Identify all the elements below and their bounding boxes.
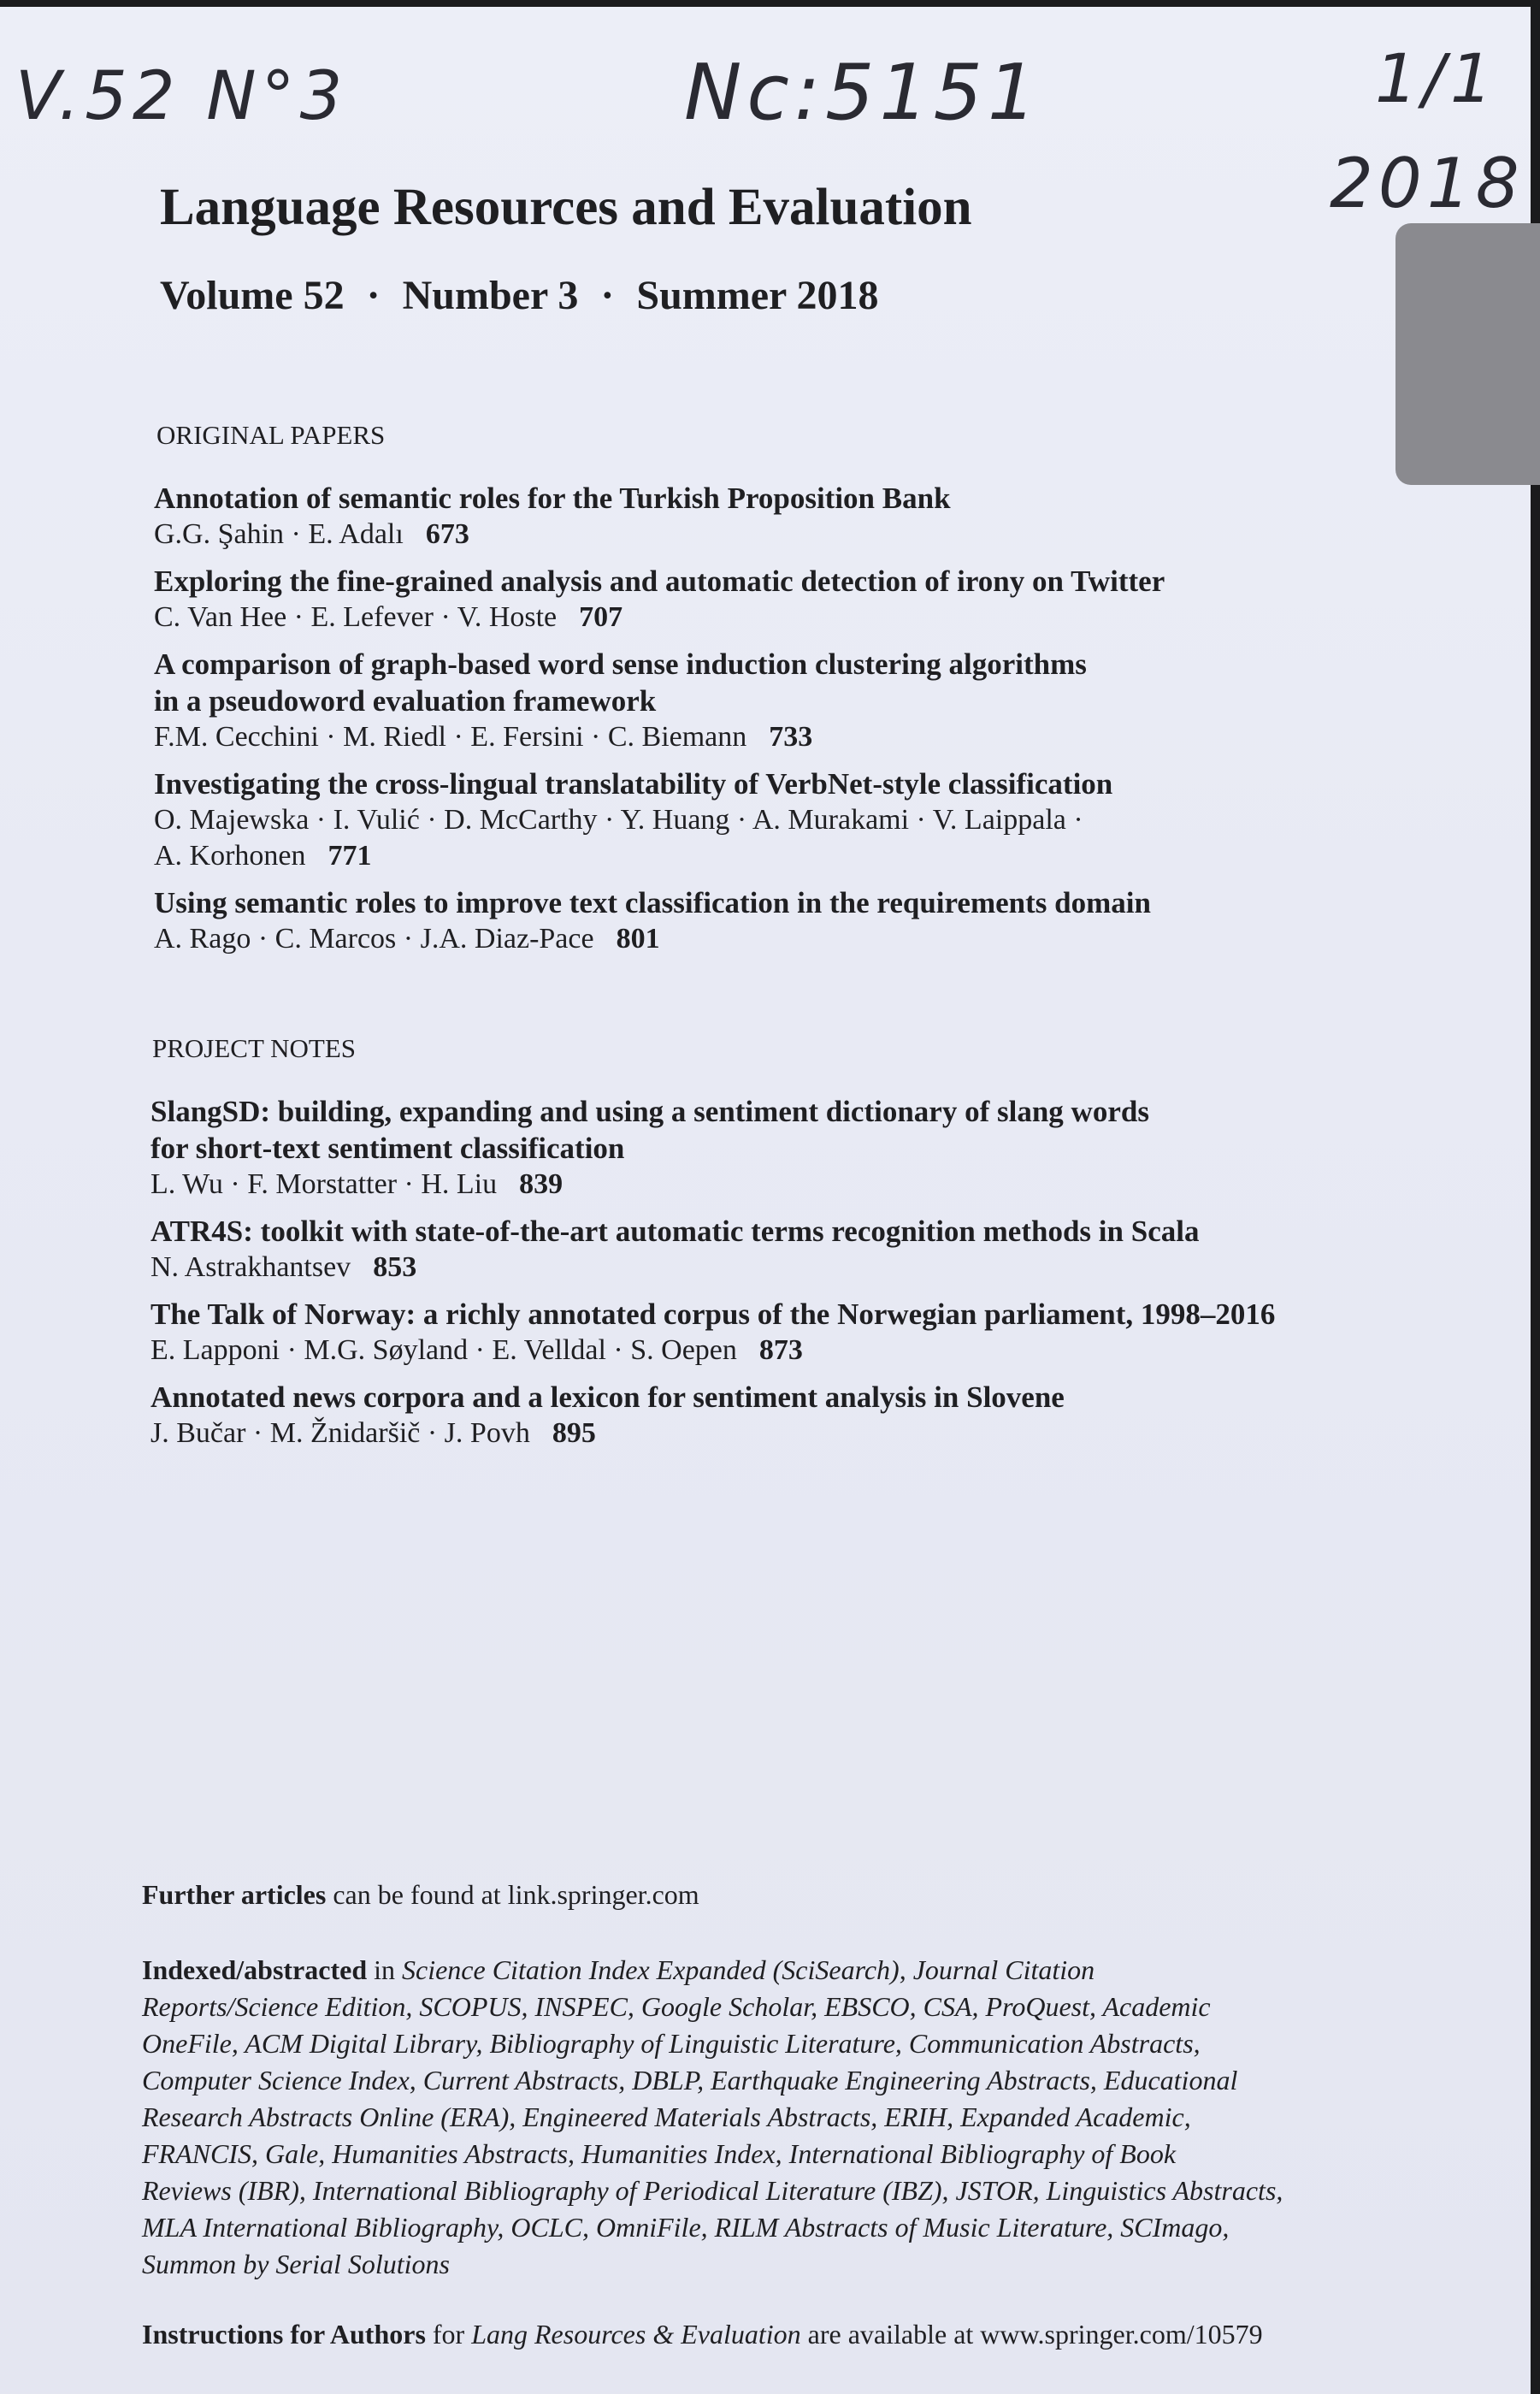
indexed-services-line: Computer Science Index, Current Abstracts, DBLP, Earthquake Engineering Abstracts, Educational bbox=[142, 2065, 1238, 2095]
article-title bbox=[154, 646, 1385, 719]
handwritten-nc-note: Nc:5151 bbox=[684, 48, 1042, 138]
article-title bbox=[154, 563, 1385, 600]
issue-line bbox=[160, 272, 879, 319]
indexed-services-line: Reports/Science Edition, SCOPUS, INSPEC, Google Scholar, EBSCO, CSA, ProQuest, Academic bbox=[142, 1991, 1211, 2022]
indexed-services-line: Reviews (IBR), International Bibliography of Periodical Literature (IBZ), JSTOR, Linguistics Abstracts, bbox=[142, 2175, 1283, 2206]
article-authors-line bbox=[154, 517, 1385, 553]
article-title-line: Annotated news corpora and a lexicon for sentiment analysis in Slovene bbox=[150, 1380, 1065, 1414]
article-entry bbox=[154, 765, 1385, 874]
instructions-journal-abbrev: Lang Resources & Evaluation bbox=[471, 2319, 801, 2350]
article-title-line: ATR4S: toolkit with state-of-the-art automatic terms recognition methods in Scala bbox=[150, 1215, 1200, 1248]
article-title bbox=[154, 480, 1385, 517]
article-authors bbox=[150, 1333, 1382, 1368]
article-title-line: The Talk of Norway: a richly annotated corpus of the Norwegian parliament, 1998–2016 bbox=[150, 1297, 1276, 1331]
article-authors-line bbox=[150, 1250, 1382, 1286]
project-notes-list bbox=[150, 1093, 1382, 1462]
article-title bbox=[150, 1093, 1382, 1167]
article-authors-line bbox=[150, 1167, 1382, 1203]
article-page-number: 673 bbox=[425, 518, 469, 550]
article-author-names: E. Lapponi · M.G. Søyland · E. Velldal · S. Oepen bbox=[150, 1334, 737, 1366]
article-author-names: L. Wu · F. Morstatter · H. Liu bbox=[150, 1168, 498, 1200]
article-authors-line bbox=[154, 600, 1385, 635]
article-title-line: for short-text sentiment classification bbox=[150, 1132, 625, 1165]
article-title-line: Investigating the cross-lingual translatability of VerbNet-style classification bbox=[154, 767, 1113, 801]
further-articles-note bbox=[142, 1877, 1407, 1913]
article-author-names: A. Rago · C. Marcos · J.A. Diaz-Pace bbox=[154, 923, 594, 955]
article-title-line: SlangSD: building, expanding and using a sentiment dictionary of slang words bbox=[150, 1095, 1149, 1128]
article-authors-line bbox=[154, 719, 1385, 755]
article-title bbox=[154, 884, 1385, 921]
journal-title: Language Resources and Evaluation bbox=[160, 179, 972, 236]
article-entry bbox=[154, 646, 1385, 755]
handwritten-year-note: 2018 bbox=[1330, 144, 1525, 223]
indexed-services-line: Research Abstracts Online (ERA), Engineered Materials Abstracts, ERIH, Expanded Academic, bbox=[142, 2101, 1191, 2132]
article-authors bbox=[154, 600, 1385, 635]
article-authors bbox=[154, 719, 1385, 755]
article-authors bbox=[154, 517, 1385, 553]
article-page-number: 707 bbox=[579, 601, 623, 633]
grey-tab-marker bbox=[1395, 223, 1540, 485]
journal-back-cover bbox=[0, 7, 1531, 2394]
article-page-number: 771 bbox=[327, 840, 372, 872]
indexed-services-list bbox=[142, 1954, 1407, 2283]
article-page-number: 839 bbox=[519, 1168, 563, 1200]
article-author-names: O. Majewska · I. Vulić · D. McCarthy · Y. Huang · A. Murakami · V. Laippala · bbox=[154, 804, 1083, 836]
article-page-number: 895 bbox=[552, 1417, 596, 1449]
instructions-for-word: for bbox=[432, 2319, 465, 2350]
section-heading-project-notes: PROJECT NOTES bbox=[152, 1033, 356, 1063]
article-authors-line bbox=[154, 802, 1385, 838]
issue-separator: · bbox=[600, 273, 615, 318]
handwritten-fraction-note: 1/1 bbox=[1375, 41, 1498, 118]
article-title bbox=[150, 1379, 1382, 1416]
original-papers-list bbox=[154, 480, 1385, 967]
indexed-services-line: MLA International Bibliography, OCLC, OmniFile, RILM Abstracts of Music Literature, SCImago, bbox=[142, 2212, 1230, 2243]
section-heading-original-papers: ORIGINAL PAPERS bbox=[156, 420, 386, 450]
article-authors-line bbox=[150, 1416, 1382, 1451]
article-authors bbox=[150, 1416, 1382, 1451]
article-authors bbox=[150, 1167, 1382, 1203]
article-entry bbox=[150, 1296, 1382, 1368]
article-page-number: 853 bbox=[373, 1251, 417, 1283]
instructions-url-text: are available at www.springer.com/10579 bbox=[807, 2319, 1263, 2350]
issue-number: Number 3 bbox=[402, 273, 579, 318]
indexed-abstracted-note bbox=[142, 1952, 1407, 2283]
article-title-line: in a pseudoword evaluation framework bbox=[154, 684, 657, 718]
indexed-services-line: FRANCIS, Gale, Humanities Abstracts, Humanities Index, International Bibliography of Book bbox=[142, 2138, 1177, 2169]
indexed-in-word: in bbox=[374, 1954, 395, 1985]
issue-volume: Volume 52 bbox=[160, 273, 345, 318]
article-title bbox=[150, 1213, 1382, 1250]
article-title-line: A comparison of graph-based word sense induction clustering algorithms bbox=[154, 647, 1087, 681]
instructions-label: Instructions for Authors bbox=[142, 2319, 426, 2350]
article-entry bbox=[154, 480, 1385, 553]
article-author-names: G.G. Şahin · E. Adalı bbox=[154, 518, 404, 550]
article-page-number: 801 bbox=[616, 923, 660, 955]
article-author-names: J. Bučar · M. Žnidaršič · J. Povh bbox=[150, 1417, 530, 1449]
article-entry bbox=[150, 1213, 1382, 1286]
indexed-services-line: Science Citation Index Expanded (SciSearch), Journal Citation bbox=[402, 1954, 1095, 1985]
article-authors-line bbox=[154, 838, 1385, 874]
issue-separator: · bbox=[366, 273, 381, 318]
article-entry bbox=[150, 1379, 1382, 1451]
article-entry bbox=[154, 884, 1385, 957]
indexed-label: Indexed/abstracted bbox=[142, 1954, 368, 1985]
article-title-line: Annotation of semantic roles for the Turkish Proposition Bank bbox=[154, 482, 951, 515]
indexed-services-line: OneFile, ACM Digital Library, Bibliography of Linguistic Literature, Communication Abstracts, bbox=[142, 2028, 1201, 2059]
article-authors bbox=[154, 802, 1385, 874]
article-title-line: Exploring the fine-grained analysis and automatic detection of irony on Twitter bbox=[154, 565, 1165, 598]
article-title bbox=[150, 1296, 1382, 1333]
article-author-names: F.M. Cecchini · M. Riedl · E. Fersini · C. Biemann bbox=[154, 721, 747, 753]
further-articles-text: can be found at link.springer.com bbox=[333, 1879, 699, 1910]
article-entry bbox=[154, 563, 1385, 635]
article-page-number: 873 bbox=[758, 1334, 803, 1366]
further-articles-label: Further articles bbox=[142, 1879, 327, 1910]
article-author-names: C. Van Hee · E. Lefever · V. Hoste bbox=[154, 601, 558, 633]
article-author-names: A. Korhonen bbox=[154, 840, 306, 872]
handwritten-volume-note: V.52 N°3 bbox=[15, 58, 348, 135]
article-authors-line bbox=[154, 921, 1385, 957]
article-title-line: Using semantic roles to improve text classification in the requirements domain bbox=[154, 886, 1151, 919]
indexed-services-line: Summon by Serial Solutions bbox=[142, 2249, 450, 2279]
article-page-number: 733 bbox=[769, 721, 813, 753]
article-authors-line bbox=[150, 1333, 1382, 1368]
article-title bbox=[154, 765, 1385, 802]
instructions-for-authors-note bbox=[142, 2316, 1407, 2353]
issue-season: Summer 2018 bbox=[636, 273, 879, 318]
article-entry bbox=[150, 1093, 1382, 1203]
article-authors bbox=[150, 1250, 1382, 1286]
article-authors bbox=[154, 921, 1385, 957]
article-author-names: N. Astrakhantsev bbox=[150, 1251, 351, 1283]
